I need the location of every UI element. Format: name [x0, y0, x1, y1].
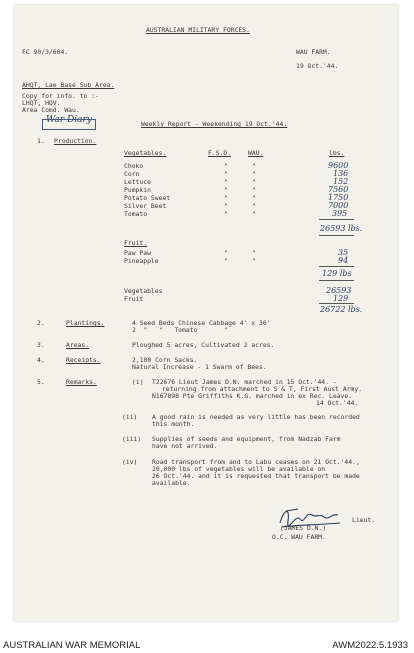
fruit-name: Paw Paw — [124, 249, 151, 257]
remark-line: Road transport from and to Labu ceases on 21 Oct.'44., — [152, 458, 360, 466]
sum-line — [319, 303, 354, 304]
sum-line — [319, 235, 354, 236]
column-header-wau: WAU. — [248, 149, 264, 157]
section-label-production: Production. — [54, 137, 97, 145]
remark-line: have not arrived. — [152, 442, 218, 450]
veg-lbs: 7000 — [328, 201, 349, 210]
ditto-mark: " — [252, 202, 256, 210]
ditto-mark: " — [252, 249, 256, 257]
summary-fruit-number: 129 — [333, 294, 349, 303]
ditto-mark: " — [224, 178, 228, 186]
copy-line: Area Comd. Wau. — [22, 106, 80, 114]
ditto-mark: " — [224, 194, 228, 202]
ditto-mark: " — [252, 162, 256, 170]
addressee: AHQT, Lae Base Sub Area. — [22, 81, 115, 89]
receipts-line: Natural Increase - 1 Swarm of Bees. — [132, 363, 267, 371]
ditto-mark: " — [252, 210, 256, 218]
ditto-mark: " — [224, 249, 228, 257]
ditto-mark: " — [224, 202, 228, 210]
column-header-vegetables: Vegetables. — [124, 149, 167, 157]
document-page — [14, 5, 398, 621]
ditto-mark: " — [224, 170, 228, 178]
remark-line: 14 Oct.'44. — [316, 399, 359, 407]
remark-line: Supplies of seeds and equipment, from Nadzab Farm — [152, 435, 341, 443]
signature-role: O.C. WAU FARM. — [272, 533, 326, 541]
ditto-mark: " — [252, 194, 256, 202]
plantings-line: 4 Seed Beds Chinese Cabbage 4' x 36' — [132, 319, 271, 327]
section-number: 3. — [37, 341, 45, 349]
ditto-mark: " — [224, 186, 228, 194]
column-header-fsd: F.S.D. — [208, 149, 232, 157]
location: WAU FARM. — [296, 48, 331, 56]
sum-line — [319, 280, 354, 281]
section-number: 5. — [37, 378, 45, 386]
section-label-remarks: Remarks. — [66, 378, 97, 386]
ditto-mark: " — [252, 170, 256, 178]
ditto-mark: " — [224, 210, 228, 218]
veg-lbs: 9600 — [328, 161, 349, 170]
report-date: 19 Oct.'44. — [296, 62, 339, 70]
document-title: AUSTRALIAN MILITARY FORCES. — [146, 26, 250, 34]
veg-lbs: 395 — [332, 209, 348, 218]
remark-number: (i) — [132, 378, 144, 386]
veg-name: Pumpkin — [124, 186, 151, 194]
ditto-mark: " — [252, 186, 256, 194]
copy-line: LHQT, HQV. — [22, 99, 61, 107]
veg-name: Choko — [124, 162, 144, 170]
fruit-name: Pineapple — [124, 257, 159, 265]
remark-line: 20,000 lbs of vegetables will be available on — [152, 465, 326, 473]
section-number: 2. — [37, 319, 45, 327]
remark-line: available. — [152, 479, 191, 487]
summary-fruit-label: Fruit — [124, 295, 144, 303]
war-diary-box — [42, 119, 96, 130]
veg-name: Lettuce — [124, 178, 151, 186]
areas-text: Ploughed 5 acres, Cultivated 2 acres. — [132, 341, 275, 349]
remark-line: returning from attachment to S & T, First Aust Army. — [162, 385, 363, 393]
veg-lbs: 7560 — [328, 185, 349, 194]
remark-number: (ii) — [122, 413, 138, 421]
veg-name: Corn — [124, 170, 140, 178]
veg-lbs: 152 — [333, 177, 349, 186]
summary-veg-number: 26593 — [326, 286, 352, 295]
grand-total-number: 26722 lbs. — [320, 305, 363, 314]
report-title: Weekly Report - Weekending 19 Oct.'44. — [141, 120, 288, 128]
fruit-total-number: 129 lbs — [322, 269, 352, 278]
remark-line: A good rain is needed as very little has been recorded — [152, 413, 360, 421]
copy-line: Copy for info. to :- — [22, 92, 99, 100]
section-number: 1. — [37, 137, 45, 145]
veg-name: Potato Sweet — [124, 194, 171, 202]
ditto-mark: " — [252, 257, 256, 265]
ditto-mark: " — [224, 162, 228, 170]
remark-line: 26 Oct.'44. and it is requested that transport be made — [152, 472, 360, 480]
ditto-mark: " — [224, 257, 228, 265]
war-diary-handwritten: War Diary — [46, 115, 92, 125]
remark-number: (iii) — [122, 435, 142, 443]
remark-line: T22676 Lieut James D.N. marched in 15 Oct.'44. - — [152, 378, 337, 386]
section-number: 4. — [37, 356, 45, 364]
sum-line — [319, 219, 354, 220]
sum-line — [319, 266, 354, 267]
summary-veg-label: Vegetables — [124, 287, 163, 295]
section-label-plantings: Plantings. — [66, 319, 105, 327]
veg-lbs: 136 — [333, 169, 349, 178]
remark-line: this month. — [152, 420, 195, 428]
plantings-line: 2 " " Tomato " — [132, 326, 229, 334]
veg-name: Silver Beet — [124, 202, 167, 210]
section-label-areas: Areas. — [66, 341, 90, 349]
remark-number: (iv) — [122, 458, 138, 466]
veg-lbs: 1750 — [328, 193, 349, 202]
ditto-mark: " — [252, 178, 256, 186]
remark-line: N167898 Pte Griffiths K.G. marched in ex Rec. Leave. — [152, 392, 353, 400]
footer-accession-number: AWM2022.5.1933 — [332, 640, 408, 651]
section-label-receipts: Receipts. — [66, 356, 101, 364]
signature-name: (JAMES D.N.) — [280, 524, 327, 532]
column-header-lbs: lbs. — [329, 149, 345, 157]
veg-name: Tomato — [124, 210, 148, 218]
fruit-lbs: 35 — [338, 248, 349, 257]
file-reference: FC 90/3/604. — [22, 48, 69, 56]
veg-total-number: 26593 lbs. — [320, 224, 363, 233]
footer-institution: AUSTRALIAN WAR MEMORIAL — [3, 640, 141, 651]
fruit-lbs: 94 — [338, 256, 349, 265]
receipts-line: 2,100 Corn Sacks. — [132, 356, 198, 364]
fruit-heading: Fruit. — [124, 239, 148, 247]
signature-rank: Lieut. — [352, 516, 376, 524]
